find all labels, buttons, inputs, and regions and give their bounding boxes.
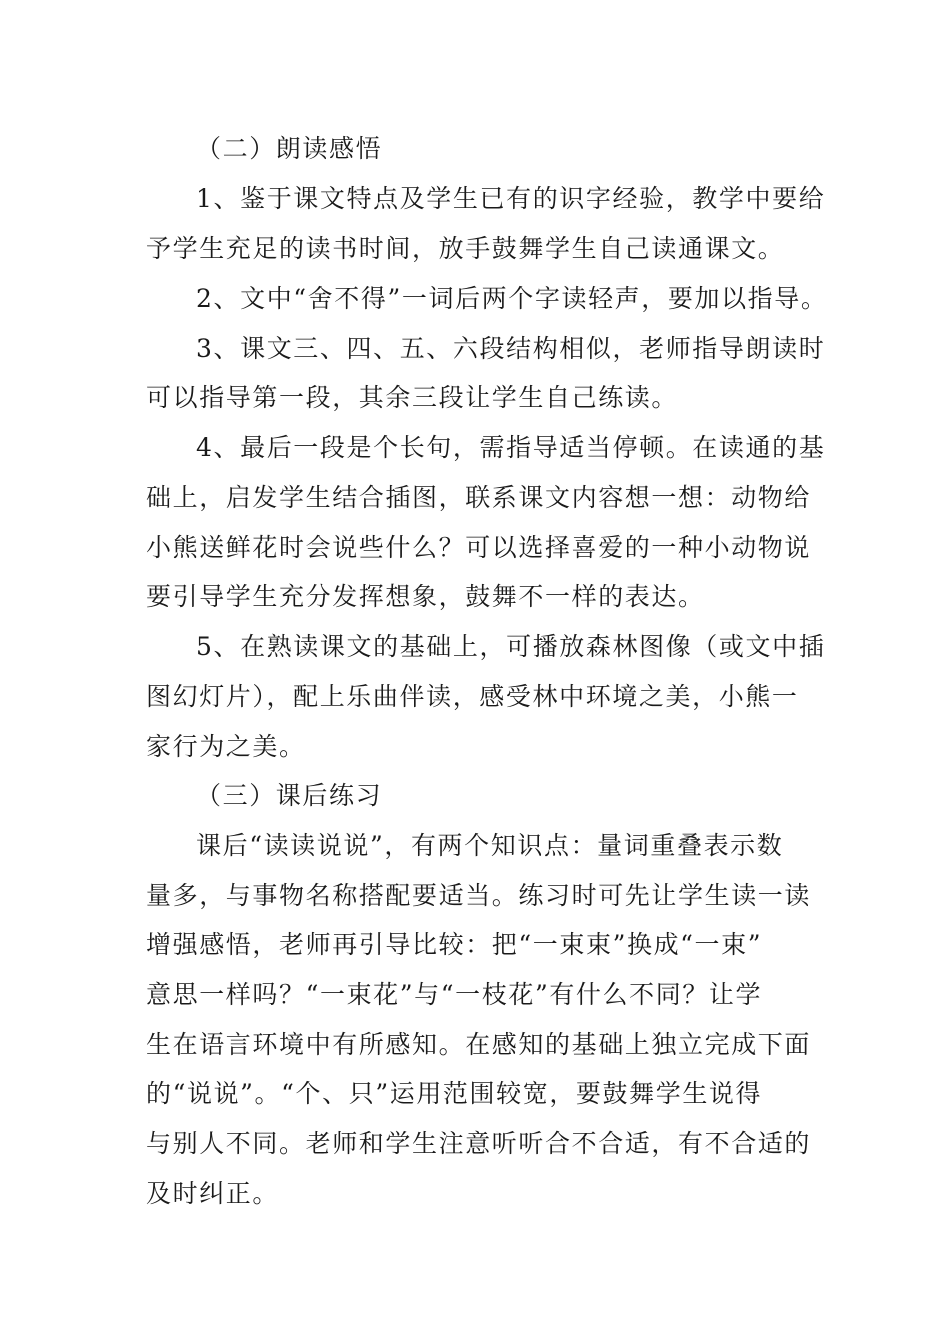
section-heading: （二）朗读感悟 bbox=[196, 134, 383, 163]
paragraph-line: 量多，与事物名称搭配要适当。练习时可先让学生读一读 bbox=[146, 881, 812, 910]
paragraph-line: 的“说说”。“个、只”运用范围较宽，要鼓舞学生说得 bbox=[146, 1079, 763, 1108]
paragraph-line: 5、在熟读课文的基础上，可播放森林图像（或文中插 bbox=[196, 632, 826, 661]
paragraph-line: 3、课文三、四、五、六段结构相似，老师指导朗读时 bbox=[196, 334, 826, 363]
paragraph-line: 予学生充足的读书时间，放手鼓舞学生自己读通课文。 bbox=[146, 234, 785, 263]
paragraph-line: 础上，启发学生结合插图，联系课文内容想一想：动物给 bbox=[146, 483, 812, 512]
paragraph-line: 生在语言环境中有所感知。在感知的基础上独立完成下面 bbox=[146, 1030, 812, 1059]
paragraph-line: 1、鉴于课文特点及学生已有的识字经验，教学中要给 bbox=[196, 184, 826, 213]
paragraph-line: 及时纠正。 bbox=[146, 1179, 280, 1208]
paragraph-line: 要引导学生充分发挥想象，鼓舞不一样的表达。 bbox=[146, 582, 705, 611]
section-heading: （三）课后练习 bbox=[196, 781, 383, 810]
paragraph-line: 4、最后一段是个长句，需指导适当停顿。在读通的基 bbox=[196, 433, 826, 462]
paragraph-line: 增强感悟，老师再引导比较：把“一束束”换成“一束” bbox=[146, 930, 763, 959]
paragraph-line: 家行为之美。 bbox=[146, 732, 306, 761]
paragraph-line: 2、文中“舍不得”一词后两个字读轻声，要加以指导。 bbox=[196, 284, 828, 313]
paragraph-line: 小熊送鲜花时会说些什么？可以选择喜爱的一种小动物说 bbox=[146, 533, 812, 562]
paragraph-line: 可以指导第一段，其余三段让学生自己练读。 bbox=[146, 383, 679, 412]
paragraph-line: 与别人不同。老师和学生注意听听合不合适，有不合适的 bbox=[146, 1129, 812, 1158]
paragraph-line: 课后“读读说说”，有两个知识点：量词重叠表示数 bbox=[196, 831, 784, 860]
paragraph-line: 图幻灯片），配上乐曲伴读，感受林中环境之美，小熊一 bbox=[146, 682, 799, 711]
paragraph-line: 意思一样吗？“一束花”与“一枝花”有什么不同？让学 bbox=[146, 980, 763, 1009]
